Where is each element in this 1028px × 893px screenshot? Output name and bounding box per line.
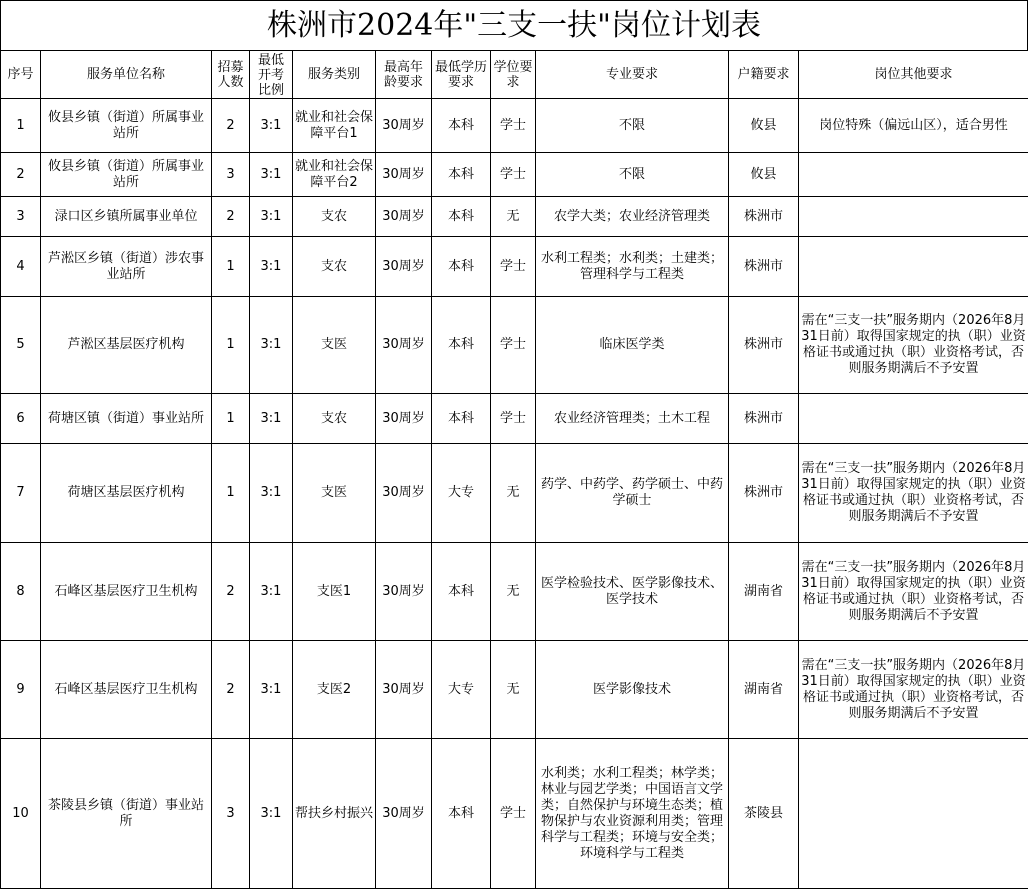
cell-other: 需在“三支一扶”服务期内（2026年8月31日前）取得国家规定的执（职）业资格证书或通过执（职）业资格考试，否则服务期满后不予安置 <box>799 641 1028 739</box>
header-category: 服务类别 <box>293 51 376 99</box>
cell-age: 30周岁 <box>376 444 432 543</box>
cell-education: 本科 <box>432 153 491 197</box>
cell-ratio: 3:1 <box>250 237 293 297</box>
cell-education: 本科 <box>432 394 491 444</box>
cell-category: 支医1 <box>293 543 376 641</box>
cell-category: 支农 <box>293 237 376 297</box>
cell-seq: 5 <box>1 297 41 394</box>
cell-category: 支医 <box>293 297 376 394</box>
cell-age: 30周岁 <box>376 641 432 739</box>
cell-age: 30周岁 <box>376 197 432 237</box>
cell-education: 本科 <box>432 297 491 394</box>
cell-other <box>799 739 1028 889</box>
cell-other <box>799 153 1028 197</box>
cell-ratio: 3:1 <box>250 739 293 889</box>
cell-other: 需在“三支一扶”服务期内（2026年8月31日前）取得国家规定的执（职）业资格证书或通过执（职）业资格考试，否则服务期满后不予安置 <box>799 297 1028 394</box>
cell-hukou: 湖南省 <box>729 641 799 739</box>
cell-category: 帮扶乡村振兴 <box>293 739 376 889</box>
cell-ratio: 3:1 <box>250 153 293 197</box>
cell-degree: 学士 <box>491 297 536 394</box>
table-row <box>1 99 1028 153</box>
table-row <box>1 394 1028 444</box>
cell-count: 1 <box>212 394 250 444</box>
cell-unit: 茶陵县乡镇（街道）事业站所 <box>41 739 212 889</box>
cell-major: 不限 <box>536 153 729 197</box>
table-row <box>1 197 1028 237</box>
cell-unit: 荷塘区镇（街道）事业站所 <box>41 394 212 444</box>
cell-degree: 学士 <box>491 99 536 153</box>
cell-count: 2 <box>212 641 250 739</box>
cell-ratio: 3:1 <box>250 197 293 237</box>
cell-hukou: 株洲市 <box>729 394 799 444</box>
cell-major: 水利工程类；水利类；土建类；管理科学与工程类 <box>536 237 729 297</box>
cell-count: 1 <box>212 237 250 297</box>
cell-education: 本科 <box>432 543 491 641</box>
cell-education: 大专 <box>432 641 491 739</box>
cell-major: 医学影像技术 <box>536 641 729 739</box>
cell-unit: 攸县乡镇（街道）所属事业站所 <box>41 99 212 153</box>
cell-count: 2 <box>212 197 250 237</box>
cell-seq: 9 <box>1 641 41 739</box>
cell-other: 需在“三支一扶”服务期内（2026年8月31日前）取得国家规定的执（职）业资格证书或通过执（职）业资格考试，否则服务期满后不予安置 <box>799 543 1028 641</box>
cell-major: 临床医学类 <box>536 297 729 394</box>
cell-category: 支医2 <box>293 641 376 739</box>
header-education: 最低学历要求 <box>432 51 491 99</box>
header-other: 岗位其他要求 <box>799 51 1028 99</box>
cell-age: 30周岁 <box>376 237 432 297</box>
cell-degree: 无 <box>491 444 536 543</box>
cell-age: 30周岁 <box>376 394 432 444</box>
cell-seq: 3 <box>1 197 41 237</box>
cell-ratio: 3:1 <box>250 444 293 543</box>
cell-hukou: 株洲市 <box>729 444 799 543</box>
header-degree: 学位要求 <box>491 51 536 99</box>
cell-degree: 学士 <box>491 237 536 297</box>
cell-seq: 4 <box>1 237 41 297</box>
cell-count: 3 <box>212 739 250 889</box>
cell-category: 就业和社会保障平台1 <box>293 99 376 153</box>
cell-degree: 无 <box>491 543 536 641</box>
cell-age: 30周岁 <box>376 543 432 641</box>
header-unit: 服务单位名称 <box>41 51 212 99</box>
cell-education: 本科 <box>432 237 491 297</box>
cell-category: 支医 <box>293 444 376 543</box>
cell-age: 30周岁 <box>376 739 432 889</box>
cell-ratio: 3:1 <box>250 641 293 739</box>
positions-table <box>0 50 1028 889</box>
cell-education: 本科 <box>432 197 491 237</box>
cell-seq: 10 <box>1 739 41 889</box>
cell-count: 1 <box>212 297 250 394</box>
cell-unit: 石峰区基层医疗卫生机构 <box>41 543 212 641</box>
cell-unit: 石峰区基层医疗卫生机构 <box>41 641 212 739</box>
cell-seq: 1 <box>1 99 41 153</box>
cell-other: 需在“三支一扶”服务期内（2026年8月31日前）取得国家规定的执（职）业资格证书或通过执（职）业资格考试，否则服务期满后不予安置 <box>799 444 1028 543</box>
cell-category: 就业和社会保障平台2 <box>293 153 376 197</box>
cell-age: 30周岁 <box>376 297 432 394</box>
cell-hukou: 茶陵县 <box>729 739 799 889</box>
cell-count: 1 <box>212 444 250 543</box>
cell-degree: 学士 <box>491 153 536 197</box>
cell-seq: 2 <box>1 153 41 197</box>
cell-count: 2 <box>212 543 250 641</box>
cell-ratio: 3:1 <box>250 543 293 641</box>
cell-degree: 无 <box>491 197 536 237</box>
cell-education: 本科 <box>432 99 491 153</box>
cell-degree: 无 <box>491 641 536 739</box>
cell-count: 3 <box>212 153 250 197</box>
cell-education: 大专 <box>432 444 491 543</box>
header-hukou: 户籍要求 <box>729 51 799 99</box>
table-row <box>1 444 1028 543</box>
cell-hukou: 攸县 <box>729 153 799 197</box>
cell-category: 支农 <box>293 197 376 237</box>
cell-ratio: 3:1 <box>250 297 293 394</box>
cell-major: 药学、中药学、药学硕士、中药学硕士 <box>536 444 729 543</box>
cell-hukou: 株洲市 <box>729 197 799 237</box>
header-ratio: 最低开考比例 <box>250 51 293 99</box>
cell-hukou: 攸县 <box>729 99 799 153</box>
cell-other <box>799 394 1028 444</box>
cell-hukou: 株洲市 <box>729 237 799 297</box>
cell-major: 水利类；水利工程类；林学类；林业与园艺学类；中国语言文学类；自然保护与环境生态类；植物保护与农业资源利用类；管理科学与工程类；环境与安全类；环境科学与工程类 <box>536 739 729 889</box>
table-row <box>1 153 1028 197</box>
cell-major: 农业经济管理类；土木工程 <box>536 394 729 444</box>
cell-unit: 芦淞区基层医疗机构 <box>41 297 212 394</box>
cell-ratio: 3:1 <box>250 394 293 444</box>
header-count: 招募人数 <box>212 51 250 99</box>
cell-unit: 荷塘区基层医疗机构 <box>41 444 212 543</box>
cell-ratio: 3:1 <box>250 99 293 153</box>
page-title: 株洲市2024年"三支一扶"岗位计划表 <box>0 0 1028 50</box>
table-row <box>1 297 1028 394</box>
cell-age: 30周岁 <box>376 99 432 153</box>
cell-unit: 芦淞区乡镇（街道）涉农事业站所 <box>41 237 212 297</box>
header-seq: 序号 <box>1 51 41 99</box>
cell-major: 农学大类；农业经济管理类 <box>536 197 729 237</box>
cell-hukou: 湖南省 <box>729 543 799 641</box>
cell-major: 不限 <box>536 99 729 153</box>
cell-unit: 攸县乡镇（街道）所属事业站所 <box>41 153 212 197</box>
cell-degree: 学士 <box>491 394 536 444</box>
table-row <box>1 543 1028 641</box>
cell-other <box>799 197 1028 237</box>
cell-seq: 8 <box>1 543 41 641</box>
cell-major: 医学检验技术、医学影像技术、医学技术 <box>536 543 729 641</box>
cell-age: 30周岁 <box>376 153 432 197</box>
header-row <box>1 51 1028 99</box>
cell-category: 支农 <box>293 394 376 444</box>
cell-count: 2 <box>212 99 250 153</box>
cell-education: 本科 <box>432 739 491 889</box>
header-age: 最高年龄要求 <box>376 51 432 99</box>
cell-unit: 渌口区乡镇所属事业单位 <box>41 197 212 237</box>
table-row <box>1 739 1028 889</box>
header-major: 专业要求 <box>536 51 729 99</box>
cell-seq: 6 <box>1 394 41 444</box>
table-row <box>1 237 1028 297</box>
cell-hukou: 株洲市 <box>729 297 799 394</box>
cell-other: 岗位特殊（偏远山区），适合男性 <box>799 99 1028 153</box>
cell-degree: 学士 <box>491 739 536 889</box>
cell-seq: 7 <box>1 444 41 543</box>
table-row <box>1 641 1028 739</box>
cell-other <box>799 237 1028 297</box>
